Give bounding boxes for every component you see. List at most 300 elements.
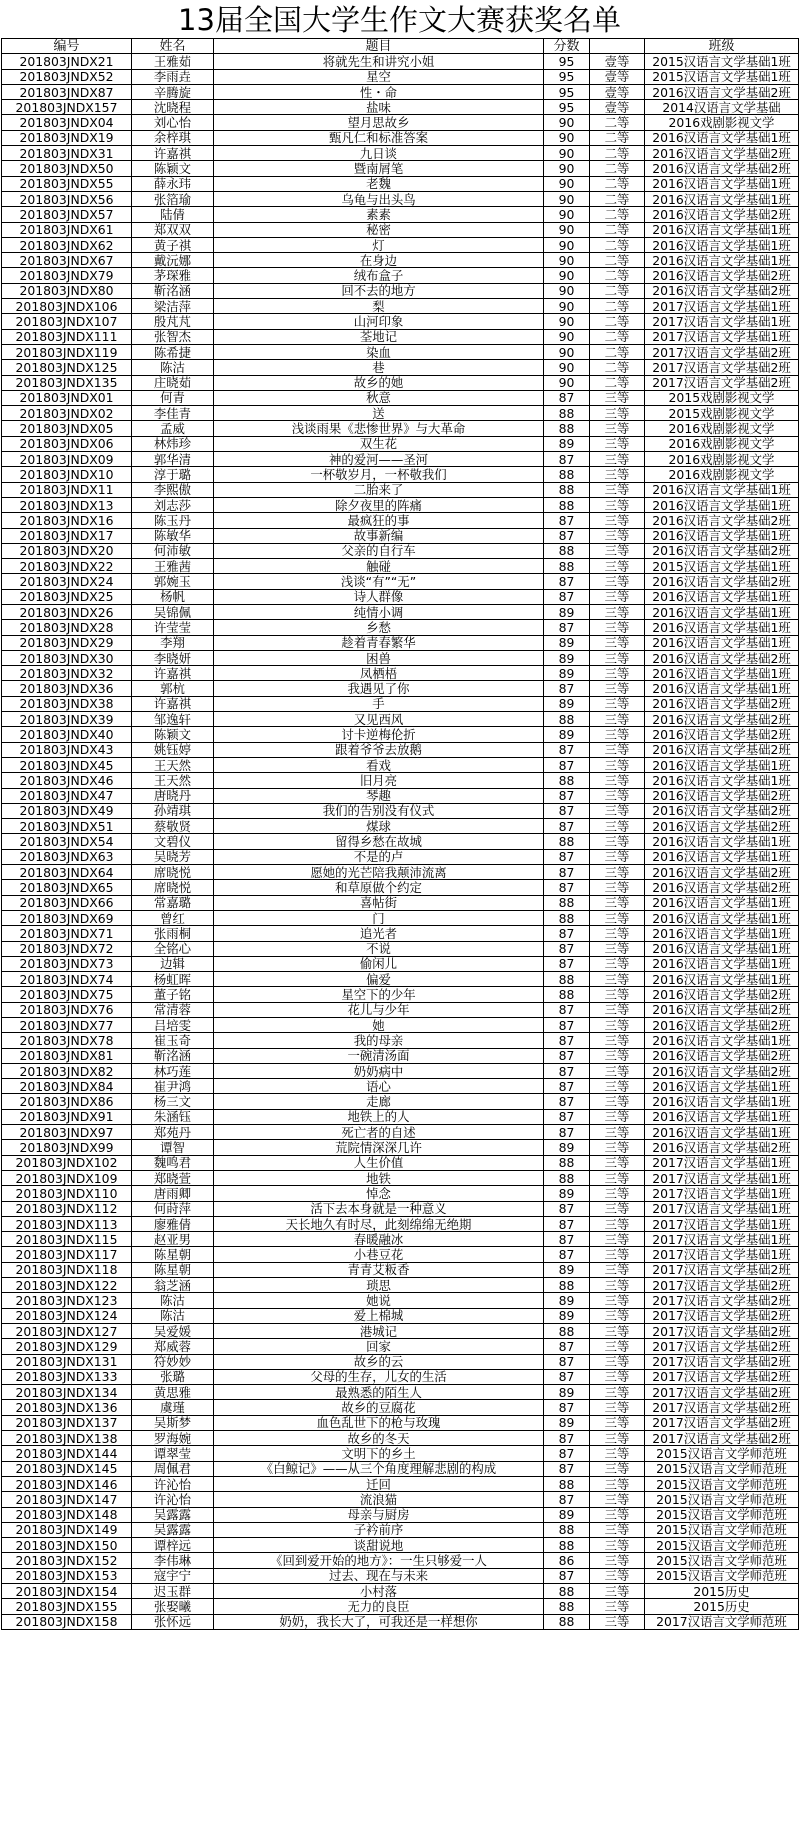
cell-score: 87 xyxy=(544,803,590,818)
table-row xyxy=(2,1354,799,1369)
cell-class: 2016汉语言文学基础1班 xyxy=(645,941,799,956)
cell-id: 201803JNDX147 xyxy=(2,1492,132,1507)
cell-name: 许嘉祺 xyxy=(132,146,214,161)
cell-name: 魏鸣君 xyxy=(132,1155,214,1170)
cell-score: 90 xyxy=(544,207,590,222)
cell-id: 201803JNDX65 xyxy=(2,880,132,895)
cell-id: 201803JNDX54 xyxy=(2,834,132,849)
cell-name: 廖雅倩 xyxy=(132,1216,214,1231)
cell-class: 2016戏剧影视文学 xyxy=(645,115,799,130)
cell-name: 庄晓茹 xyxy=(132,375,214,390)
table-row xyxy=(2,237,799,252)
cell-name: 张雨桐 xyxy=(132,926,214,941)
cell-name: 陈颖文 xyxy=(132,161,214,176)
table-row xyxy=(2,436,799,451)
cell-name: 吴锦佩 xyxy=(132,604,214,619)
table-row xyxy=(2,819,799,834)
table-row xyxy=(2,161,799,176)
cell-name: 孟威 xyxy=(132,421,214,436)
cell-score: 89 xyxy=(544,1293,590,1308)
cell-title: 盐味 xyxy=(214,100,544,115)
cell-title: 小巷豆花 xyxy=(214,1247,544,1262)
cell-name: 席晓悦 xyxy=(132,880,214,895)
cell-prize: 三等 xyxy=(590,1002,645,1017)
cell-title: 地铁 xyxy=(214,1170,544,1185)
cell-id: 201803JNDX55 xyxy=(2,176,132,191)
cell-name: 郭婉玉 xyxy=(132,574,214,589)
cell-id: 201803JNDX135 xyxy=(2,375,132,390)
cell-prize: 三等 xyxy=(590,497,645,512)
cell-name: 刘志莎 xyxy=(132,497,214,512)
cell-name: 李熙傲 xyxy=(132,482,214,497)
cell-score: 88 xyxy=(544,1538,590,1553)
cell-title: 故乡的冬天 xyxy=(214,1431,544,1446)
cell-name: 张娶曦 xyxy=(132,1599,214,1614)
cell-score: 87 xyxy=(544,452,590,467)
cell-id: 201803JNDX155 xyxy=(2,1599,132,1614)
cell-name: 沈晓程 xyxy=(132,100,214,115)
cell-id: 201803JNDX11 xyxy=(2,482,132,497)
table-row xyxy=(2,865,799,880)
cell-prize: 三等 xyxy=(590,834,645,849)
table-header xyxy=(2,39,799,54)
cell-name: 朱涵钰 xyxy=(132,1109,214,1124)
cell-prize: 三等 xyxy=(590,1109,645,1124)
cell-prize: 三等 xyxy=(590,757,645,772)
cell-title: 爱上棉城 xyxy=(214,1308,544,1323)
cell-title: 二胎来了 xyxy=(214,482,544,497)
cell-title: 最熟悉的陌生人 xyxy=(214,1385,544,1400)
cell-title: 荃地记 xyxy=(214,329,544,344)
cell-prize: 三等 xyxy=(590,1293,645,1308)
cell-id: 201803JNDX62 xyxy=(2,237,132,252)
cell-id: 201803JNDX01 xyxy=(2,390,132,405)
cell-score: 89 xyxy=(544,696,590,711)
table-row xyxy=(2,1079,799,1094)
cell-score: 90 xyxy=(544,299,590,314)
cell-score: 90 xyxy=(544,344,590,359)
cell-class: 2016汉语言文学基础1班 xyxy=(645,849,799,864)
cell-score: 90 xyxy=(544,191,590,206)
cell-name: 茅琛雅 xyxy=(132,268,214,283)
cell-score: 89 xyxy=(544,650,590,665)
cell-name: 陈沽 xyxy=(132,360,214,375)
cell-id: 201803JNDX158 xyxy=(2,1614,132,1629)
cell-class: 2016汉语言文学基础1班 xyxy=(645,910,799,925)
table-row xyxy=(2,620,799,635)
table-row xyxy=(2,1094,799,1109)
cell-prize: 三等 xyxy=(590,559,645,574)
cell-class: 2016汉语言文学基础1班 xyxy=(645,130,799,145)
cell-name: 赵亚男 xyxy=(132,1232,214,1247)
cell-score: 87 xyxy=(544,757,590,772)
table-row xyxy=(2,849,799,864)
cell-id: 201803JNDX45 xyxy=(2,757,132,772)
cell-prize: 三等 xyxy=(590,788,645,803)
cell-class: 2017汉语言文学基础1班 xyxy=(645,329,799,344)
cell-class: 2017汉语言文学基础1班 xyxy=(645,1232,799,1247)
cell-title: 青青艾粄香 xyxy=(214,1262,544,1277)
header-class: 班级 xyxy=(645,39,799,54)
cell-id: 201803JNDX25 xyxy=(2,589,132,604)
cell-prize: 三等 xyxy=(590,880,645,895)
cell-title: 无力的良臣 xyxy=(214,1599,544,1614)
cell-title: 巷 xyxy=(214,360,544,375)
table-row xyxy=(2,1002,799,1017)
cell-title: 我们的告别没有仪式 xyxy=(214,803,544,818)
cell-name: 许嘉祺 xyxy=(132,666,214,681)
cell-score: 90 xyxy=(544,161,590,176)
table-row xyxy=(2,834,799,849)
cell-class: 2017汉语言文学基础2班 xyxy=(645,1415,799,1430)
table-row xyxy=(2,1583,799,1598)
cell-score: 88 xyxy=(544,1476,590,1491)
table-row xyxy=(2,528,799,543)
cell-prize: 三等 xyxy=(590,1094,645,1109)
cell-name: 王雅茜 xyxy=(132,559,214,574)
cell-name: 杨帆 xyxy=(132,589,214,604)
table-row xyxy=(2,1125,799,1140)
cell-id: 201803JNDX125 xyxy=(2,360,132,375)
cell-class: 2015汉语言文学师范班 xyxy=(645,1476,799,1491)
cell-prize: 三等 xyxy=(590,956,645,971)
cell-class: 2016戏剧影视文学 xyxy=(645,452,799,467)
cell-title: 偷闲儿 xyxy=(214,956,544,971)
table-row xyxy=(2,1216,799,1231)
cell-title: 老魏 xyxy=(214,176,544,191)
cell-score: 88 xyxy=(544,1170,590,1185)
cell-class: 2016汉语言文学基础2班 xyxy=(645,513,799,528)
cell-title: 子衿前序 xyxy=(214,1522,544,1537)
cell-prize: 三等 xyxy=(590,1492,645,1507)
cell-id: 201803JNDX56 xyxy=(2,191,132,206)
table-row xyxy=(2,222,799,237)
cell-prize: 三等 xyxy=(590,1247,645,1262)
cell-score: 90 xyxy=(544,237,590,252)
cell-score: 87 xyxy=(544,620,590,635)
cell-title: 暨南屑笔 xyxy=(214,161,544,176)
cell-name: 许沁怡 xyxy=(132,1476,214,1491)
table-row xyxy=(2,1476,799,1491)
cell-class: 2016汉语言文学基础1班 xyxy=(645,253,799,268)
cell-score: 90 xyxy=(544,375,590,390)
cell-id: 201803JNDX148 xyxy=(2,1507,132,1522)
cell-id: 201803JNDX52 xyxy=(2,69,132,84)
cell-prize: 三等 xyxy=(590,482,645,497)
cell-prize: 三等 xyxy=(590,1614,645,1629)
cell-class: 2017汉语言文学基础2班 xyxy=(645,1308,799,1323)
cell-prize: 三等 xyxy=(590,589,645,604)
table-row xyxy=(2,497,799,512)
cell-prize: 三等 xyxy=(590,803,645,818)
cell-id: 201803JNDX47 xyxy=(2,788,132,803)
table-row xyxy=(2,1262,799,1277)
cell-title: 故乡的豆腐花 xyxy=(214,1400,544,1415)
cell-id: 201803JNDX149 xyxy=(2,1522,132,1537)
cell-name: 陈希捷 xyxy=(132,344,214,359)
cell-class: 2017汉语言文学基础2班 xyxy=(645,1400,799,1415)
cell-class: 2016汉语言文学基础1班 xyxy=(645,956,799,971)
cell-name: 陈敏华 xyxy=(132,528,214,543)
cell-prize: 三等 xyxy=(590,666,645,681)
cell-id: 201803JNDX40 xyxy=(2,727,132,742)
cell-score: 90 xyxy=(544,268,590,283)
cell-id: 201803JNDX75 xyxy=(2,987,132,1002)
cell-title: 故事新编 xyxy=(214,528,544,543)
table-row xyxy=(2,696,799,711)
cell-name: 郭杭 xyxy=(132,681,214,696)
cell-class: 2016汉语言文学基础1班 xyxy=(645,589,799,604)
table-row xyxy=(2,589,799,604)
cell-id: 201803JNDX17 xyxy=(2,528,132,543)
cell-score: 87 xyxy=(544,1247,590,1262)
cell-class: 2016汉语言文学基础2班 xyxy=(645,1018,799,1033)
table-row xyxy=(2,681,799,696)
cell-class: 2015戏剧影视文学 xyxy=(645,390,799,405)
cell-title: 琐思 xyxy=(214,1278,544,1293)
cell-id: 201803JNDX28 xyxy=(2,620,132,635)
cell-score: 89 xyxy=(544,604,590,619)
cell-prize: 二等 xyxy=(590,299,645,314)
cell-title: 她说 xyxy=(214,1293,544,1308)
table-row xyxy=(2,543,799,558)
cell-class: 2016汉语言文学基础2班 xyxy=(645,788,799,803)
cell-class: 2016汉语言文学基础2班 xyxy=(645,742,799,757)
table-row xyxy=(2,360,799,375)
cell-id: 201803JNDX84 xyxy=(2,1079,132,1094)
cell-score: 87 xyxy=(544,742,590,757)
table-row xyxy=(2,1170,799,1185)
cell-class: 2016汉语言文学基础2班 xyxy=(645,650,799,665)
cell-name: 张智杰 xyxy=(132,329,214,344)
cell-title: 送 xyxy=(214,406,544,421)
cell-name: 李伟琳 xyxy=(132,1553,214,1568)
cell-prize: 三等 xyxy=(590,773,645,788)
cell-name: 唐雨卿 xyxy=(132,1186,214,1201)
header-prize xyxy=(590,39,645,54)
cell-name: 陈星朝 xyxy=(132,1262,214,1277)
table-row xyxy=(2,941,799,956)
cell-prize: 三等 xyxy=(590,1461,645,1476)
table-row xyxy=(2,390,799,405)
cell-class: 2015汉语言文学师范班 xyxy=(645,1553,799,1568)
cell-name: 何青 xyxy=(132,390,214,405)
cell-prize: 三等 xyxy=(590,1278,645,1293)
cell-score: 87 xyxy=(544,1216,590,1231)
cell-name: 许莹莹 xyxy=(132,620,214,635)
cell-prize: 二等 xyxy=(590,375,645,390)
cell-id: 201803JNDX13 xyxy=(2,497,132,512)
cell-title: 春暖融冰 xyxy=(214,1232,544,1247)
cell-id: 201803JNDX61 xyxy=(2,222,132,237)
cell-title: 《回到爱开始的地方》：一生只够爱一人 xyxy=(214,1553,544,1568)
cell-class: 2017汉语言文学基础1班 xyxy=(645,1216,799,1231)
cell-class: 2016汉语言文学基础1班 xyxy=(645,604,799,619)
cell-id: 201803JNDX150 xyxy=(2,1538,132,1553)
cell-title: 人生价值 xyxy=(214,1155,544,1170)
cell-class: 2016汉语言文学基础2班 xyxy=(645,574,799,589)
table-row xyxy=(2,880,799,895)
cell-class: 2016汉语言文学基础2班 xyxy=(645,803,799,818)
cell-class: 2017汉语言文学基础2班 xyxy=(645,1278,799,1293)
cell-id: 201803JNDX131 xyxy=(2,1354,132,1369)
cell-id: 201803JNDX157 xyxy=(2,100,132,115)
table-row xyxy=(2,742,799,757)
cell-prize: 二等 xyxy=(590,161,645,176)
cell-name: 杨虹晖 xyxy=(132,972,214,987)
cell-name: 靳洺涵 xyxy=(132,1048,214,1063)
table-row xyxy=(2,1063,799,1078)
cell-title: 染血 xyxy=(214,344,544,359)
cell-name: 郑苑丹 xyxy=(132,1125,214,1140)
cell-prize: 三等 xyxy=(590,742,645,757)
cell-prize: 二等 xyxy=(590,360,645,375)
cell-class: 2017汉语言文学基础2班 xyxy=(645,1262,799,1277)
cell-class: 2016汉语言文学基础2班 xyxy=(645,146,799,161)
cell-name: 梁洁萍 xyxy=(132,299,214,314)
cell-prize: 三等 xyxy=(590,1354,645,1369)
cell-name: 王天然 xyxy=(132,757,214,772)
cell-score: 90 xyxy=(544,360,590,375)
cell-id: 201803JNDX123 xyxy=(2,1293,132,1308)
table-row xyxy=(2,283,799,298)
cell-id: 201803JNDX36 xyxy=(2,681,132,696)
cell-id: 201803JNDX146 xyxy=(2,1476,132,1491)
cell-title: 小村落 xyxy=(214,1583,544,1598)
cell-prize: 三等 xyxy=(590,941,645,956)
cell-prize: 三等 xyxy=(590,1186,645,1201)
cell-score: 87 xyxy=(544,865,590,880)
cell-id: 201803JNDX97 xyxy=(2,1125,132,1140)
cell-class: 2016汉语言文学基础2班 xyxy=(645,987,799,1002)
cell-name: 孙靖琪 xyxy=(132,803,214,818)
cell-score: 87 xyxy=(544,1369,590,1384)
cell-prize: 二等 xyxy=(590,176,645,191)
table-row xyxy=(2,344,799,359)
cell-id: 201803JNDX87 xyxy=(2,84,132,99)
cell-name: 郑晓萱 xyxy=(132,1170,214,1185)
cell-title: 绒布盒子 xyxy=(214,268,544,283)
cell-score: 87 xyxy=(544,574,590,589)
cell-class: 2016汉语言文学基础1班 xyxy=(645,926,799,941)
cell-prize: 二等 xyxy=(590,146,645,161)
cell-name: 黄思雅 xyxy=(132,1385,214,1400)
cell-title: 奶奶，我长大了，可我还是一样想你 xyxy=(214,1614,544,1629)
cell-score: 87 xyxy=(544,1339,590,1354)
cell-title: 走廊 xyxy=(214,1094,544,1109)
cell-title: 煤球 xyxy=(214,819,544,834)
table-row xyxy=(2,1278,799,1293)
cell-score: 90 xyxy=(544,283,590,298)
cell-name: 张怀远 xyxy=(132,1614,214,1629)
cell-title: 性・命 xyxy=(214,84,544,99)
cell-score: 88 xyxy=(544,1323,590,1338)
cell-score: 87 xyxy=(544,819,590,834)
cell-id: 201803JNDX145 xyxy=(2,1461,132,1476)
table-row xyxy=(2,69,799,84)
cell-prize: 三等 xyxy=(590,1446,645,1461)
cell-score: 87 xyxy=(544,1492,590,1507)
cell-prize: 三等 xyxy=(590,696,645,711)
cell-class: 2017汉语言文学基础1班 xyxy=(645,314,799,329)
cell-title: 手 xyxy=(214,696,544,711)
cell-id: 201803JNDX16 xyxy=(2,513,132,528)
cell-id: 201803JNDX50 xyxy=(2,161,132,176)
cell-score: 88 xyxy=(544,1583,590,1598)
cell-title: 甄凡仁和标准答案 xyxy=(214,130,544,145)
cell-class: 2016汉语言文学基础1班 xyxy=(645,757,799,772)
cell-name: 唐晓丹 xyxy=(132,788,214,803)
header-score: 分数 xyxy=(544,39,590,54)
cell-score: 87 xyxy=(544,849,590,864)
cell-title: 神的爱河——圣河 xyxy=(214,452,544,467)
cell-id: 201803JNDX122 xyxy=(2,1278,132,1293)
cell-class: 2016汉语言文学基础1班 xyxy=(645,834,799,849)
table-row xyxy=(2,1461,799,1476)
cell-score: 89 xyxy=(544,1385,590,1400)
cell-name: 张璐 xyxy=(132,1369,214,1384)
cell-name: 李翔 xyxy=(132,635,214,650)
cell-score: 89 xyxy=(544,635,590,650)
table-row xyxy=(2,727,799,742)
cell-name: 罗海婉 xyxy=(132,1431,214,1446)
cell-score: 87 xyxy=(544,1461,590,1476)
cell-id: 201803JNDX102 xyxy=(2,1155,132,1170)
cell-score: 89 xyxy=(544,1262,590,1277)
cell-id: 201803JNDX29 xyxy=(2,635,132,650)
cell-title: 秘密 xyxy=(214,222,544,237)
cell-class: 2015汉语言文学基础1班 xyxy=(645,69,799,84)
cell-id: 201803JNDX66 xyxy=(2,895,132,910)
cell-id: 201803JNDX02 xyxy=(2,406,132,421)
cell-class: 2016汉语言文学基础1班 xyxy=(645,1109,799,1124)
cell-id: 201803JNDX82 xyxy=(2,1063,132,1078)
table-row xyxy=(2,604,799,619)
cell-prize: 二等 xyxy=(590,253,645,268)
cell-prize: 三等 xyxy=(590,1048,645,1063)
cell-prize: 二等 xyxy=(590,329,645,344)
table-row xyxy=(2,1186,799,1201)
cell-id: 201803JNDX51 xyxy=(2,819,132,834)
cell-score: 87 xyxy=(544,788,590,803)
cell-id: 201803JNDX39 xyxy=(2,712,132,727)
cell-name: 刘心怡 xyxy=(132,115,214,130)
table-row xyxy=(2,314,799,329)
cell-score: 88 xyxy=(544,712,590,727)
cell-prize: 壹等 xyxy=(590,100,645,115)
table-row xyxy=(2,895,799,910)
cell-name: 全铭心 xyxy=(132,941,214,956)
table-row xyxy=(2,972,799,987)
cell-score: 88 xyxy=(544,1614,590,1629)
cell-name: 吴晓芳 xyxy=(132,849,214,864)
cell-class: 2016戏剧影视文学 xyxy=(645,436,799,451)
cell-id: 201803JNDX109 xyxy=(2,1170,132,1185)
table-row xyxy=(2,1140,799,1155)
cell-name: 谭梓远 xyxy=(132,1538,214,1553)
cell-class: 2016汉语言文学基础2班 xyxy=(645,880,799,895)
cell-class: 2017汉语言文学基础2班 xyxy=(645,344,799,359)
table-row xyxy=(2,926,799,941)
cell-prize: 三等 xyxy=(590,406,645,421)
cell-score: 88 xyxy=(544,559,590,574)
cell-score: 87 xyxy=(544,589,590,604)
cell-score: 88 xyxy=(544,1278,590,1293)
cell-class: 2015汉语言文学师范班 xyxy=(645,1538,799,1553)
table-row xyxy=(2,1201,799,1216)
cell-id: 201803JNDX05 xyxy=(2,421,132,436)
cell-title: 偏爱 xyxy=(214,972,544,987)
